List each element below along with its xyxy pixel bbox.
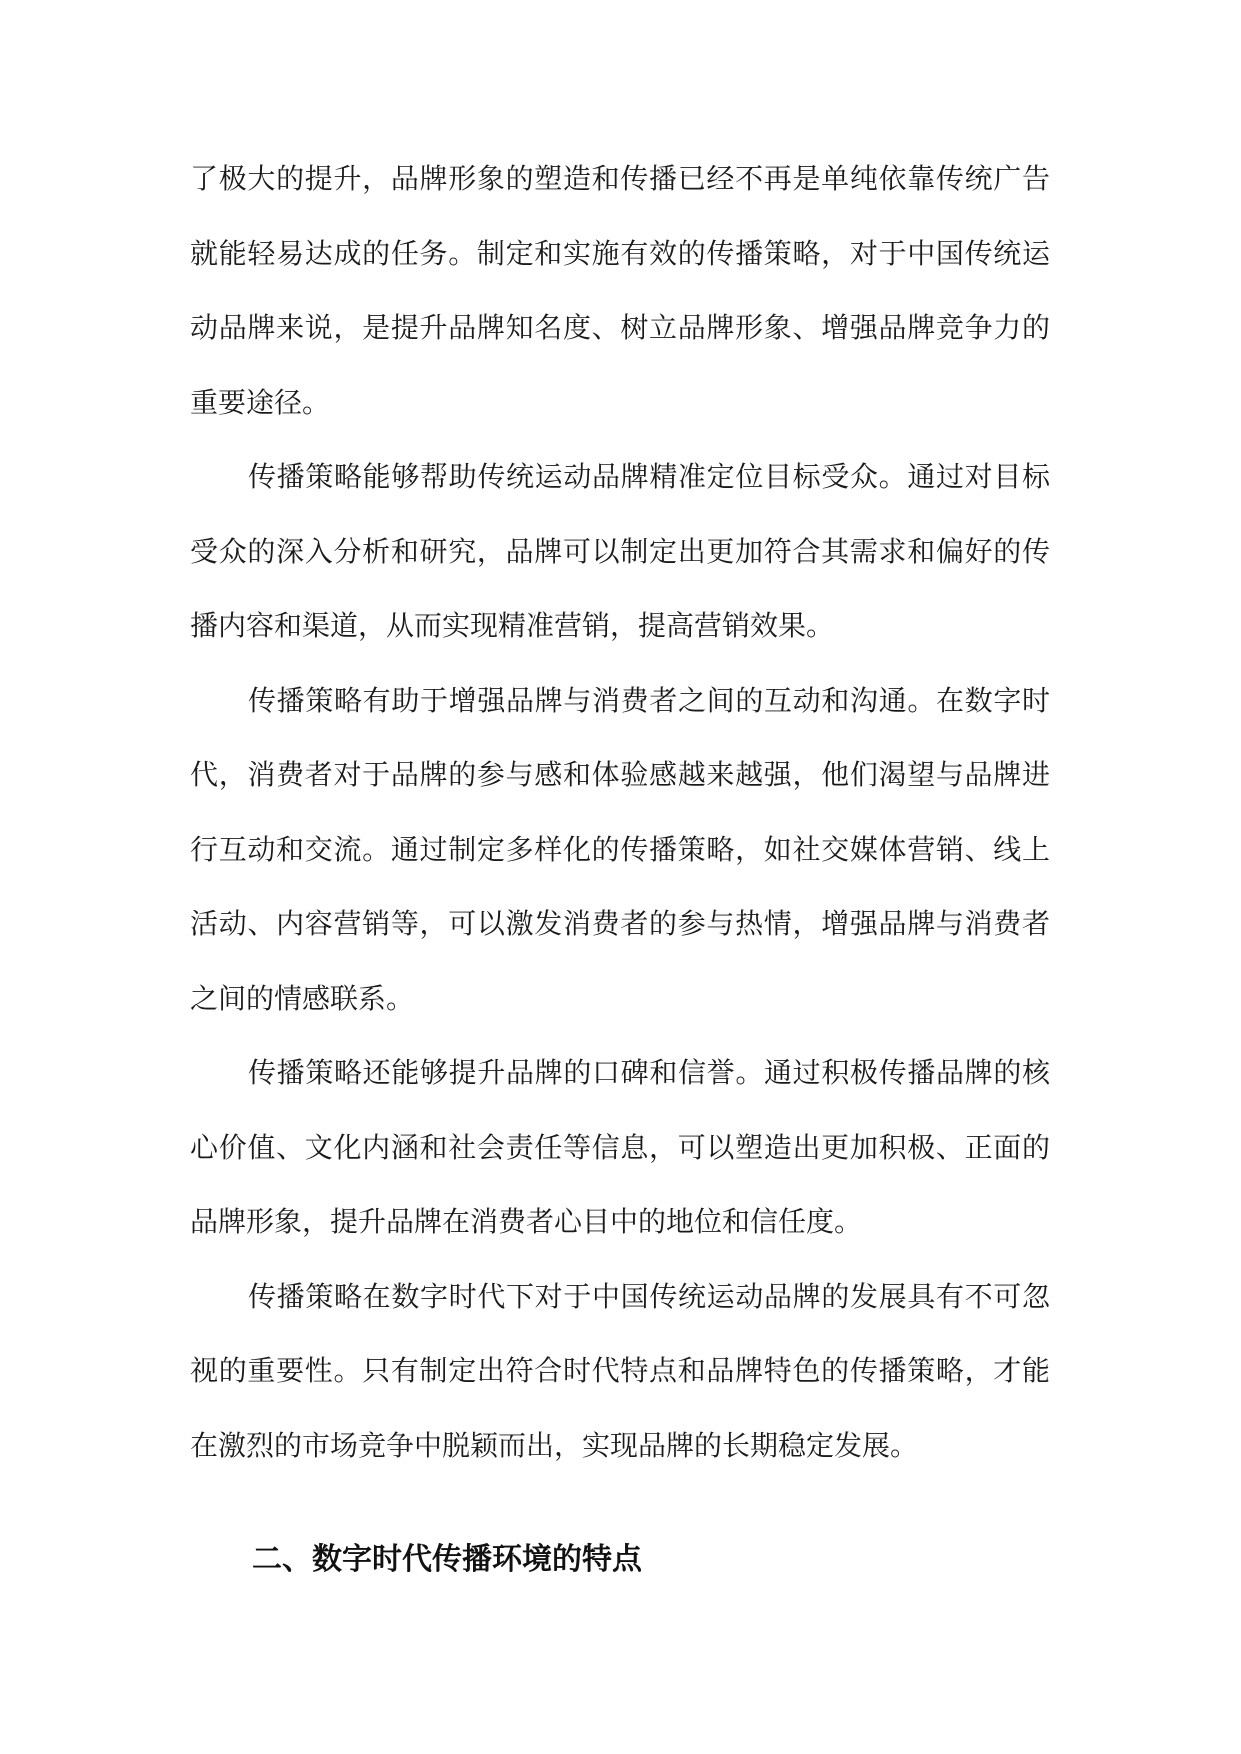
paragraph-target-audience: 传播策略能够帮助传统运动品牌精准定位目标受众。通过对目标受众的深入分析和研究，品牌可以制定出更加符合其需求和偏好的传播内容和渠道，从而实现精准营销，提高营销效果。 (190, 460, 1050, 642)
paragraph-interaction: 传播策略有助于增强品牌与消费者之间的互动和沟通。在数字时代，消费者对于品牌的参与感和体验感越来越强，他们渴望与品牌进行互动和交流。通过制定多样化的传播策略，如社交媒体营销、线上活动、内容营销等，可以激发消费者的参与热情，增强品牌与消费者之间的情感联系。 (190, 683, 1050, 1015)
paragraph-continuation: 了极大的提升，品牌形象的塑造和传播已经不再是单纯依靠传统广告就能轻易达成的任务。制定和实施有效的传播策略，对于中国传统运动品牌来说，是提升品牌知名度、树立品牌形象、增强品牌竞争力的重要途径。 (190, 162, 1050, 419)
section-heading: 二、数字时代传播环境的特点 (252, 1542, 642, 1577)
document-body (190, 142, 1050, 1598)
paragraph-reputation: 传播策略还能够提升品牌的口碑和信誉。通过积极传播品牌的核心价值、文化内涵和社会责任等信息，可以塑造出更加积极、正面的品牌形象，提升品牌在消费者心目中的地位和信任度。 (190, 1056, 1050, 1238)
paragraph-conclusion: 传播策略在数字时代下对于中国传统运动品牌的发展具有不可忽视的重要性。只有制定出符合时代特点和品牌特色的传播策略，才能在激烈的市场竞争中脱颖而出，实现品牌的长期稳定发展。 (190, 1279, 1050, 1462)
